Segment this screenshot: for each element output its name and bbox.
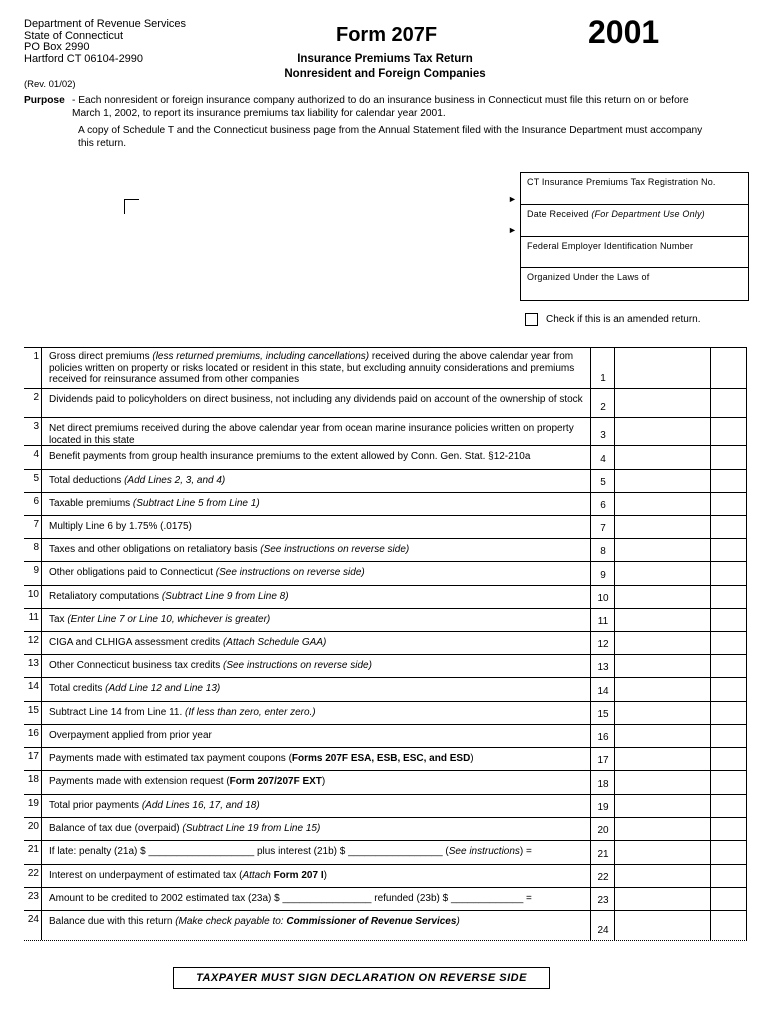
table-row [24,887,747,910]
agency-line: Department of Revenue Services [24,18,187,30]
line-ref-number: 24 [597,925,609,936]
table-row [24,515,747,538]
line-number: 23 [27,891,39,902]
line-number: 13 [27,658,39,669]
line-ref-number: 20 [597,825,609,836]
line-description: If late: penalty (21a) $ ___________________ plus interest (21b) $ _________________ (See instructions) = [49,846,532,857]
line-amount-field[interactable] [615,417,746,445]
table-row [24,701,747,724]
line-number: 3 [33,421,39,432]
line-number: 8 [33,542,39,553]
line-description: Balance of tax due (overpaid) (Subtract Line 19 from Line 15) [49,823,321,834]
line-description: Tax (Enter Line 7 or Line 10, whichever is greater) [49,614,271,625]
line-amount-field[interactable] [615,347,746,388]
date-received-field: Date Received (For Department Use Only) [521,205,748,237]
line-amount-field[interactable] [615,840,746,864]
subtitle-line-1: Insurance Premiums Tax Return [297,53,473,65]
line-ref-number: 5 [600,477,606,488]
line-description: Dividends paid to policyholders on direct business, not including any dividends paid on account of the ownership of stock [49,394,583,405]
amended-label: Check if this is an amended return. [546,314,701,326]
form-title: Form 207F [336,24,438,46]
line-description: Total credits (Add Line 12 and Line 13) [49,683,221,694]
line-number: 10 [27,589,39,600]
purpose-text-1: - Each nonresident or foreign insurance company authorized to do an insurance business in Connecticut must file this return on or before March 1, 2002, to report its insurance premiums tax liability for calendar year 2001. [72,95,689,119]
subtitle-line-2: Nonresident and Foreign Companies [284,68,486,80]
organized-under-laws-field[interactable]: Organized Under the Laws of [527,272,650,283]
line-description: Interest on underpayment of estimated tax (Attach Form 207 I) [49,870,327,881]
line-number: 20 [27,821,39,832]
line-description: Amount to be credited to 2002 estimated tax (23a) $ ________________ refunded (23b) $ _____________ = [49,893,532,904]
line-number: 17 [27,751,39,762]
fein-field[interactable]: Federal Employer Identification Number [521,237,748,269]
line-amount-field[interactable] [615,561,746,585]
line-amount-field[interactable] [615,445,746,469]
address-window-corner [124,199,139,214]
line-number: 14 [27,681,39,692]
line-number: 19 [27,798,39,809]
line-amount-field[interactable] [615,864,746,887]
line-description: Overpayment applied from prior year [49,730,212,741]
table-row [24,677,747,701]
line-number: 11 [28,612,39,623]
line-description: Retaliatory computations (Subtract Line 9 from Line 8) [49,591,289,602]
line-description: Payments made with estimated tax payment coupons (Forms 207F ESA, ESB, ESC, and ESD) [49,753,474,764]
line-ref-number: 16 [597,732,609,743]
arrow-right-icon: ► [508,194,517,204]
table-row [24,631,747,654]
purpose-text-2: A copy of Schedule T and the Connecticut business page from the Annual Statement filed with the Insurance Department must accompany this return. [78,125,703,149]
table-row [24,794,747,817]
line-description: Payments made with extension request (Form 207/207F EXT) [49,776,326,787]
table-row [24,864,747,887]
form-subtitle [240,52,530,82]
line-ref-number: 10 [597,593,609,604]
line-number: 21 [27,844,39,855]
agency-line: PO Box 2990 [24,41,90,53]
line-ref-number: 14 [597,686,609,697]
purpose-label: Purpose [24,95,65,106]
line-number: 16 [27,728,39,739]
line-ref-number: 4 [600,454,606,465]
line-amount-field[interactable] [615,492,746,515]
line-description: Taxable premiums (Subtract Line 5 from Line 1) [49,498,260,509]
revision-date: (Rev. 01/02) [24,79,76,90]
table-row [24,585,747,608]
line-amount-field[interactable] [615,515,746,538]
line-amount-field[interactable] [615,770,746,794]
line-ref-number: 11 [597,616,609,627]
line-description: Multiply Line 6 by 1.75% (.0175) [49,521,192,532]
line-amount-field[interactable] [615,817,746,840]
table-row [24,817,747,840]
line-ref-number: 23 [597,895,609,906]
table-row [24,770,747,794]
line-description: Other obligations paid to Connecticut (See instructions on reverse side) [49,567,365,578]
line-number: 15 [27,705,39,716]
line-amount-field[interactable] [615,388,746,417]
table-row [24,347,747,388]
line-amount-field[interactable] [615,747,746,770]
table-row [24,445,747,469]
line-description: Total prior payments (Add Lines 16, 17, and 18) [49,800,260,811]
line-ref-number: 22 [597,872,609,883]
line-ref-number: 8 [600,546,606,557]
table-row [24,654,747,677]
line-amount-field[interactable] [615,608,746,631]
line-description: Taxes and other obligations on retaliatory basis (See instructions on reverse side) [49,544,410,555]
registration-number-field[interactable]: CT Insurance Premiums Tax Registration No. [521,173,748,205]
table-row [24,492,747,515]
line-ref-number: 18 [597,779,609,790]
line-amount-field[interactable] [615,631,746,654]
line-ref-number: 13 [597,662,609,673]
table-row [24,608,747,631]
line-ref-number: 3 [600,430,606,441]
agency-address [24,19,186,65]
line-amount-field[interactable] [615,538,746,561]
line-description: Total deductions (Add Lines 2, 3, and 4) [49,475,226,486]
line-number: 18 [27,774,39,785]
amended-checkbox[interactable] [525,313,538,326]
line-amount-field[interactable] [615,701,746,724]
line-description: Net direct premiums received during the above calendar year from ocean marine insurance policies written on property located in this state [49,423,574,446]
line-amount-field[interactable] [615,677,746,701]
signature-notice: TAXPAYER MUST SIGN DECLARATION ON REVERSE SIDE [173,967,550,989]
line-description: Benefit payments from group health insurance premiums to the extent allowed by Conn. Gen. Stat. §12-210a [49,451,531,462]
table-row [24,910,747,940]
line-number: 2 [33,392,39,403]
line-ref-number: 7 [600,523,606,534]
tax-computation-table [24,347,747,940]
line-description: Other Connecticut business tax credits (See instructions on reverse side) [49,660,372,671]
table-row [24,561,747,585]
row-divider [24,940,747,941]
line-description: Balance due with this return (Make check payable to: Commissioner of Revenue Services) [49,916,460,927]
arrow-right-icon: ► [508,225,517,235]
line-ref-number: 9 [600,570,606,581]
line-description: Subtract Line 14 from Line 11. (If less than zero, enter zero.) [49,707,316,718]
line-amount-field[interactable] [615,794,746,817]
line-ref-number: 21 [597,849,609,860]
table-row [24,747,747,770]
agency-line: State of Connecticut [24,29,124,42]
agency-line: Hartford CT 06104-2990 [24,52,144,65]
line-number: 12 [27,635,39,646]
line-ref-number: 6 [600,500,606,511]
line-number: 4 [33,449,39,460]
line-number: 22 [27,868,39,879]
line-ref-number: 19 [597,802,609,813]
table-row [24,840,747,864]
table-row [24,388,747,417]
table-row [24,417,747,445]
line-ref-number: 17 [597,755,609,766]
line-amount-field[interactable] [615,724,746,747]
line-amount-field[interactable] [615,887,746,910]
line-number: 9 [33,565,39,576]
line-description: CIGA and CLHIGA assessment credits (Attach Schedule GAA) [49,637,327,648]
line-ref-number: 12 [597,639,609,650]
taxpayer-info-box [520,172,749,301]
line-number: 6 [33,496,39,507]
line-amount-field[interactable] [615,469,746,492]
table-row [24,724,747,747]
amended-return-check[interactable] [525,313,701,326]
line-number: 1 [33,351,39,362]
line-amount-field[interactable] [615,654,746,677]
tax-year: 2001 [588,14,660,50]
line-number: 5 [33,473,39,484]
line-ref-number: 2 [600,402,606,413]
line-ref-number: 1 [600,373,606,384]
line-description: Gross direct premiums (less returned premiums, including cancellations) received during the above calendar year from policies written on property or risks located or resident in this state, but excluding annuity considerations and premiums received for reinsurance assumed from other companies [49,351,575,385]
line-amount-field[interactable] [615,910,746,940]
table-row [24,469,747,492]
line-number: 24 [27,914,39,925]
line-ref-number: 15 [597,709,609,720]
table-row [24,538,747,561]
line-amount-field[interactable] [615,585,746,608]
line-number: 7 [33,519,39,530]
